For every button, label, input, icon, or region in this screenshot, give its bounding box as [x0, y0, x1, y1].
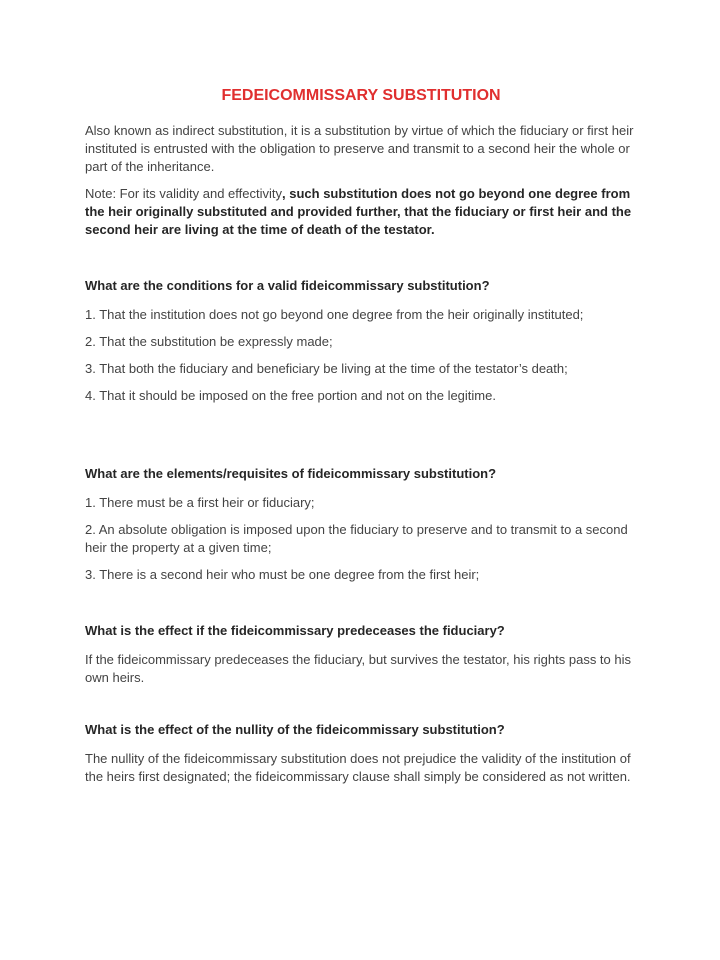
list-item: 1. There must be a first heir or fiduciary;: [85, 495, 315, 510]
section-nullity-heading: What is the effect of the nullity of the fideicommissary substitution?: [85, 722, 505, 737]
body-paragraph: If the fideicommissary predeceases the fiduciary, but survives the testator, his rights pass to his own heirs.: [85, 652, 632, 685]
section-elements-heading: What are the elements/requisites of fideicommissary substitution?: [85, 466, 497, 481]
section-conditions-heading: What are the conditions for a valid fideicommissary substitution?: [85, 278, 490, 293]
intro-paragraph: Also known as indirect substitution, it is a substitution by virtue of which the fiduciary or first heir instituted is entrusted with the obligation to preserve and transmit to a second heir the whole or part of the inheritance.: [85, 123, 634, 174]
body-paragraph: The nullity of the fideicommissary substitution does not prejudice the validity of the institution of the heirs first designated; the fideicommissary clause shall simply be considered as not written.: [85, 751, 631, 784]
list-item: 2. An absolute obligation is imposed upon the fiduciary to preserve and to transmit to a second heir the property at a given time;: [85, 522, 628, 555]
list-item: 3. That both the fiduciary and beneficiary be living at the time of the testator’s death;: [85, 361, 568, 376]
section-predecease-heading: What is the effect if the fideicommissary predeceases the fiduciary?: [85, 623, 505, 638]
section-conditions: [85, 277, 637, 405]
document-title: FEDEICOMMISSARY SUBSTITUTION: [221, 87, 501, 104]
section-predecease-effect: [85, 622, 637, 687]
note-emphasis-text: , such substitution does not go beyond one degree from the heir originally substituted and provided further, that the fiduciary or first heir and the second heir are living at the time of death of the testator.: [85, 186, 632, 237]
section-elements: [85, 465, 637, 584]
note-lead-text: Note: For its validity and effectivity: [85, 186, 283, 201]
list-item: 1. That the institution does not go beyond one degree from the heir originally instituted;: [85, 307, 584, 322]
list-item: 3. There is a second heir who must be one degree from the first heir;: [85, 567, 480, 582]
note-paragraph: [85, 185, 637, 239]
list-item: 2. That the substitution be expressly made;: [85, 334, 333, 349]
section-nullity-effect: [85, 721, 637, 786]
list-item: 4. That it should be imposed on the free portion and not on the legitime.: [85, 388, 496, 403]
